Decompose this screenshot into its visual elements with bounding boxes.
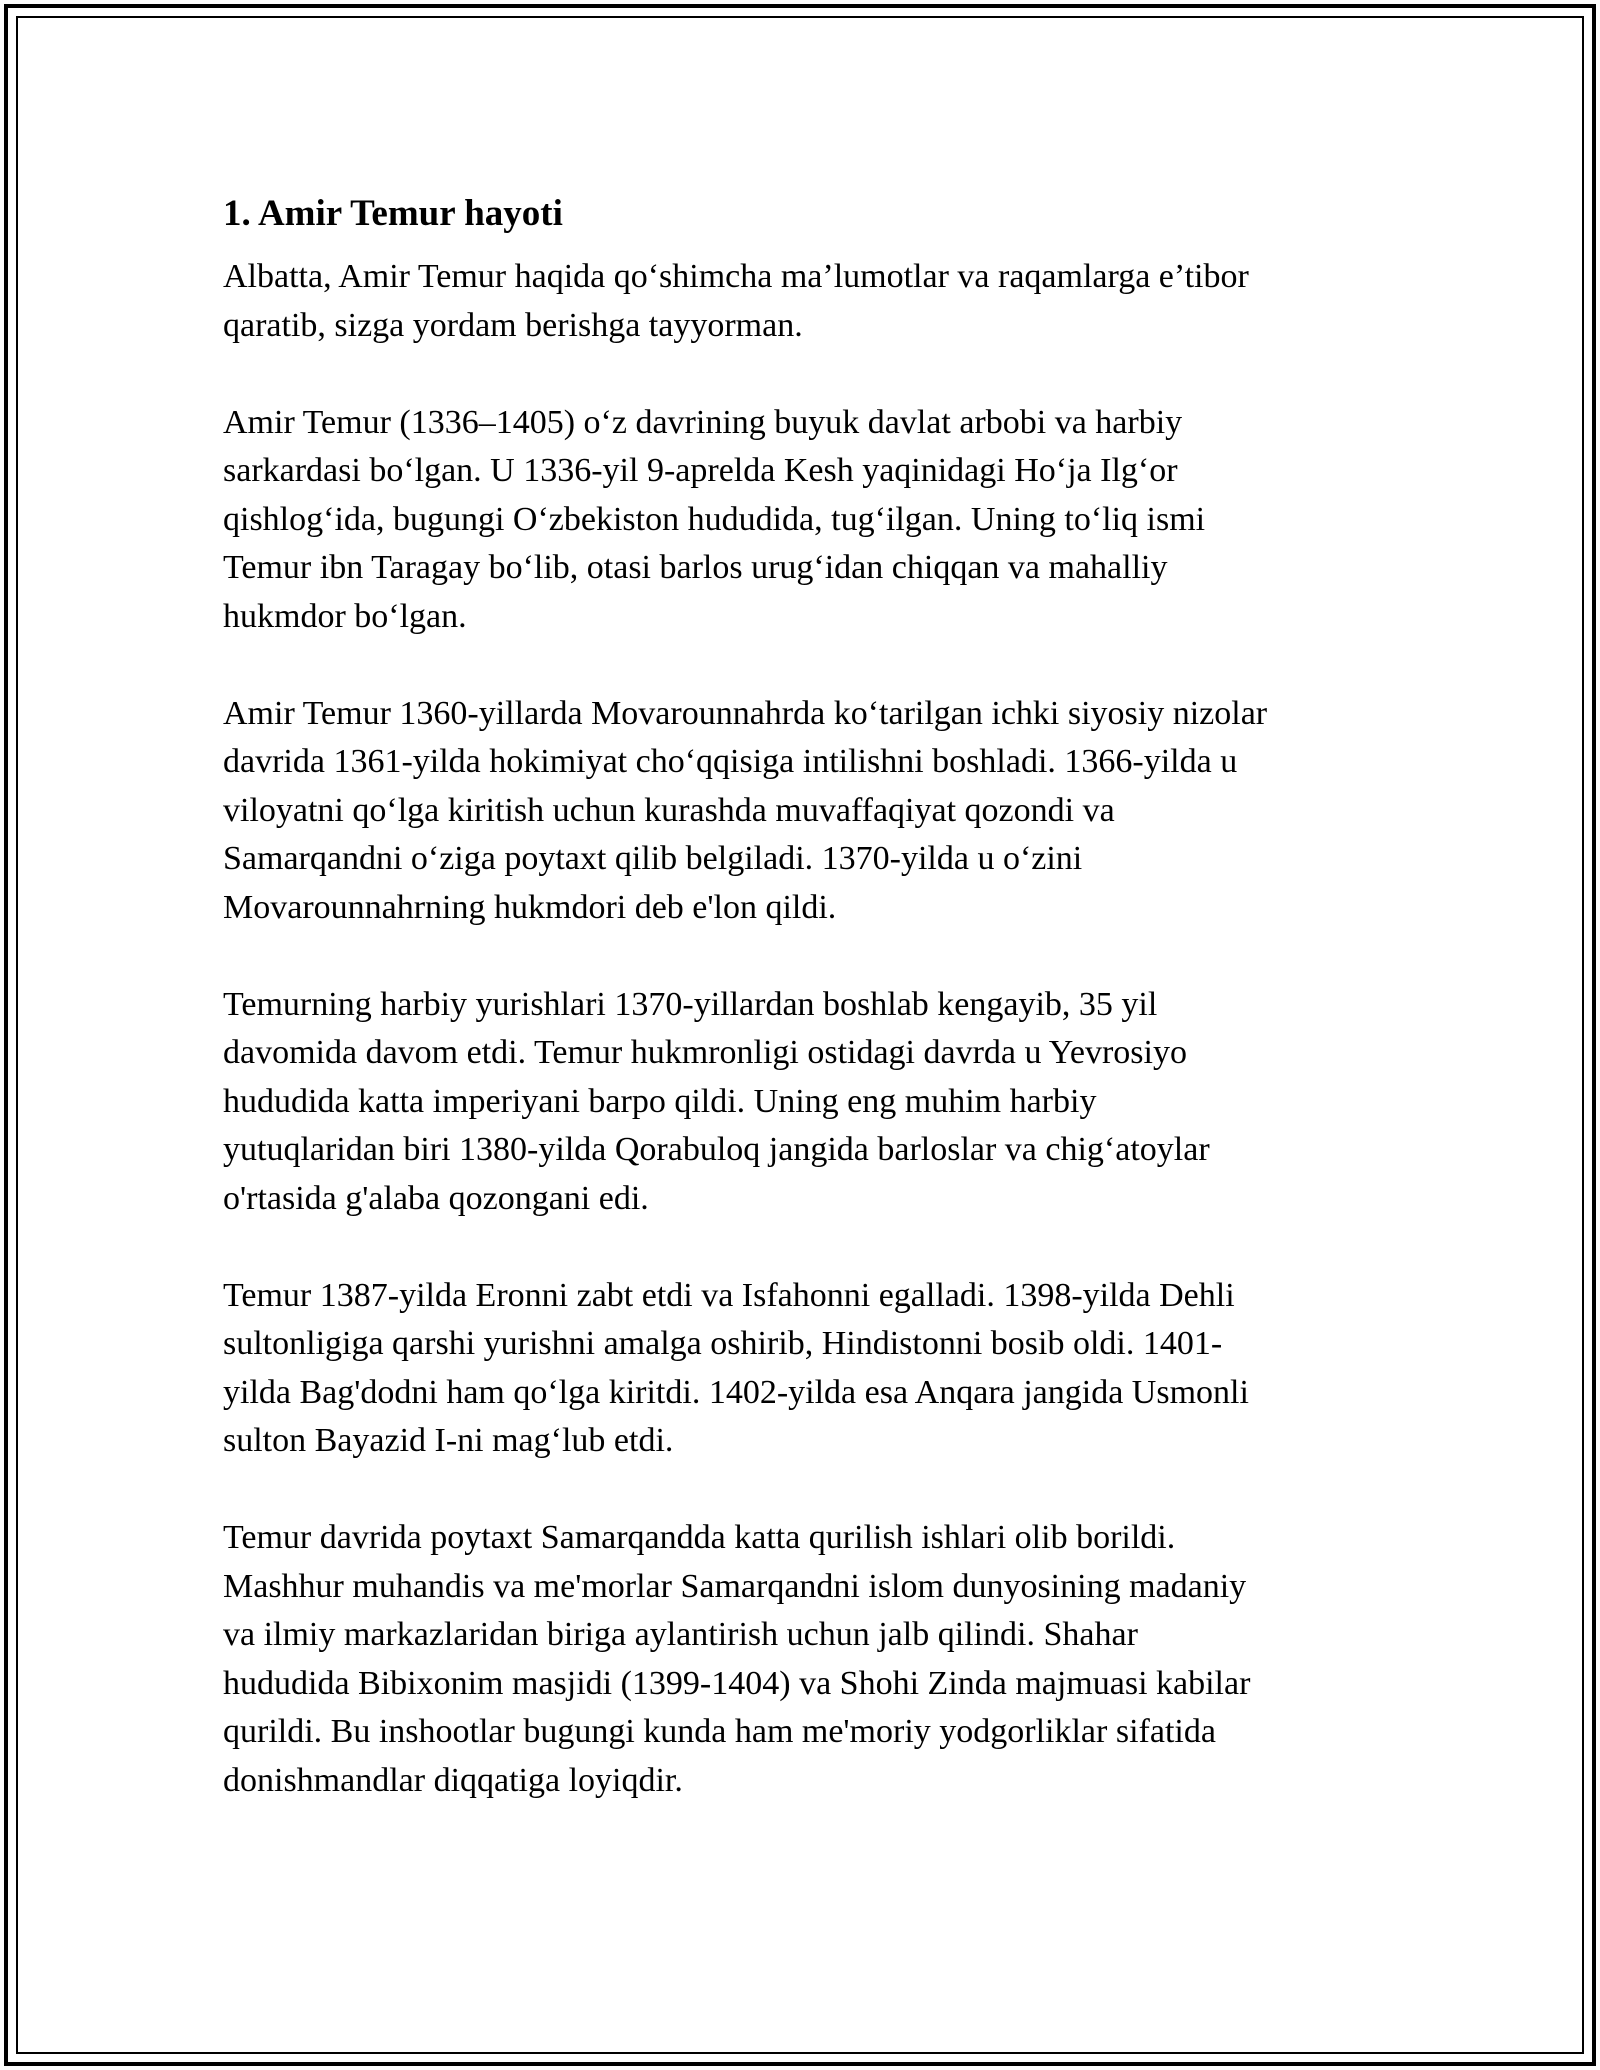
text-line: Amir Temur 1360-yillarda Movarounnahrda ko‘tarilgan ichki siyosiy nizolar xyxy=(223,694,1268,732)
paragraph-birth xyxy=(223,399,1373,642)
text-line: hukmdor bo‘lgan. xyxy=(223,597,467,635)
text-line: sulton Bayazid I-ni mag‘lub etdi. xyxy=(223,1422,674,1459)
document-body xyxy=(223,183,1373,1805)
text-line: davomida davom etdi. Temur hukmronligi ostidagi davrda u Yevrosiyo xyxy=(223,1034,1187,1071)
text-line: hududida Bibixonim masjidi (1399-1404) va Shohi Zinda majmuasi kabilar xyxy=(223,1664,1251,1702)
text-line: Temur 1387-yilda Eronni zabt etdi va Isfahonni egalladi. 1398-yilda Dehli xyxy=(223,1276,1235,1314)
text-line: sarkardasi bo‘lgan. U 1336-yil 9-aprelda Kesh yaqinidagi Ho‘ja Ilg‘or xyxy=(223,452,1178,489)
text-line: qaratib, sizga yordam berishga tayyorman. xyxy=(223,306,803,344)
text-line: yilda Bag'dodni ham qo‘lga kiritdi. 1402-yilda esa Anqara jangida Usmonli xyxy=(223,1373,1249,1411)
paragraph-conquests xyxy=(223,1272,1373,1466)
paragraph-intro xyxy=(223,253,1373,350)
text-line: qishlog‘ida, bugungi O‘zbekiston hududida, tug‘ilgan. Uning to‘liq ismi xyxy=(223,500,1206,538)
text-line: qurildi. Bu inshootlar bugungi kunda ham me'moriy yodgorliklar sifatida xyxy=(223,1713,1216,1750)
text-line: Temur davrida poytaxt Samarqandda katta qurilish ishlari olib borildi. xyxy=(223,1519,1176,1556)
text-line: Temurning harbiy yurishlari 1370-yillardan boshlab kengayib, 35 yil xyxy=(223,985,1158,1023)
text-line: Albatta, Amir Temur haqida qo‘shimcha ma’lumotlar va raqamlarga e’tibor xyxy=(223,258,1249,295)
text-line: Mashhur muhandis va me'morlar Samarqandni islom dunyosining madaniy xyxy=(223,1567,1247,1605)
text-line: Temur ibn Taragay bo‘lib, otasi barlos urug‘idan chiqqan va mahalliy xyxy=(223,549,1168,586)
text-line: Movarounnahrning hukmdori deb e'lon qildi. xyxy=(223,888,837,926)
text-line: Samarqandni o‘ziga poytaxt qilib belgiladi. 1370-yilda u o‘zini xyxy=(223,840,1083,877)
text-line: hududida katta imperiyani barpo qildi. Uning eng muhim harbiy xyxy=(223,1082,1097,1120)
text-line: davrida 1361-yilda hokimiyat cho‘qqisiga intilishni boshladi. 1366-yilda u xyxy=(223,743,1238,780)
text-line: o'rtasida g'alaba qozongani edi. xyxy=(223,1179,649,1217)
text-line: Amir Temur (1336–1405) o‘z davrining buyuk davlat arbobi va harbiy xyxy=(223,403,1183,441)
text-line: viloyatni qo‘lga kiritish uchun kurashda muvaffaqiyat qozondi va xyxy=(223,791,1115,829)
text-line: donishmandlar diqqatiga loyiqdir. xyxy=(223,1761,683,1799)
paragraph-campaigns xyxy=(223,981,1373,1224)
paragraph-samarkand xyxy=(223,1514,1373,1805)
text-line: yutuqlaridan biri 1380-yilda Qorabuloq jangida barloslar va chig‘atoylar xyxy=(223,1131,1210,1168)
section-heading: 1. Amir Temur hayoti xyxy=(223,193,563,234)
text-line: va ilmiy markazlaridan biriga aylantirish uchun jalb qilindi. Shahar xyxy=(223,1616,1138,1653)
paragraph-rise-to-power xyxy=(223,690,1373,933)
text-line: sultonligiga qarshi yurishni amalga oshirib, Hindistonni bosib oldi. 1401- xyxy=(223,1325,1223,1362)
